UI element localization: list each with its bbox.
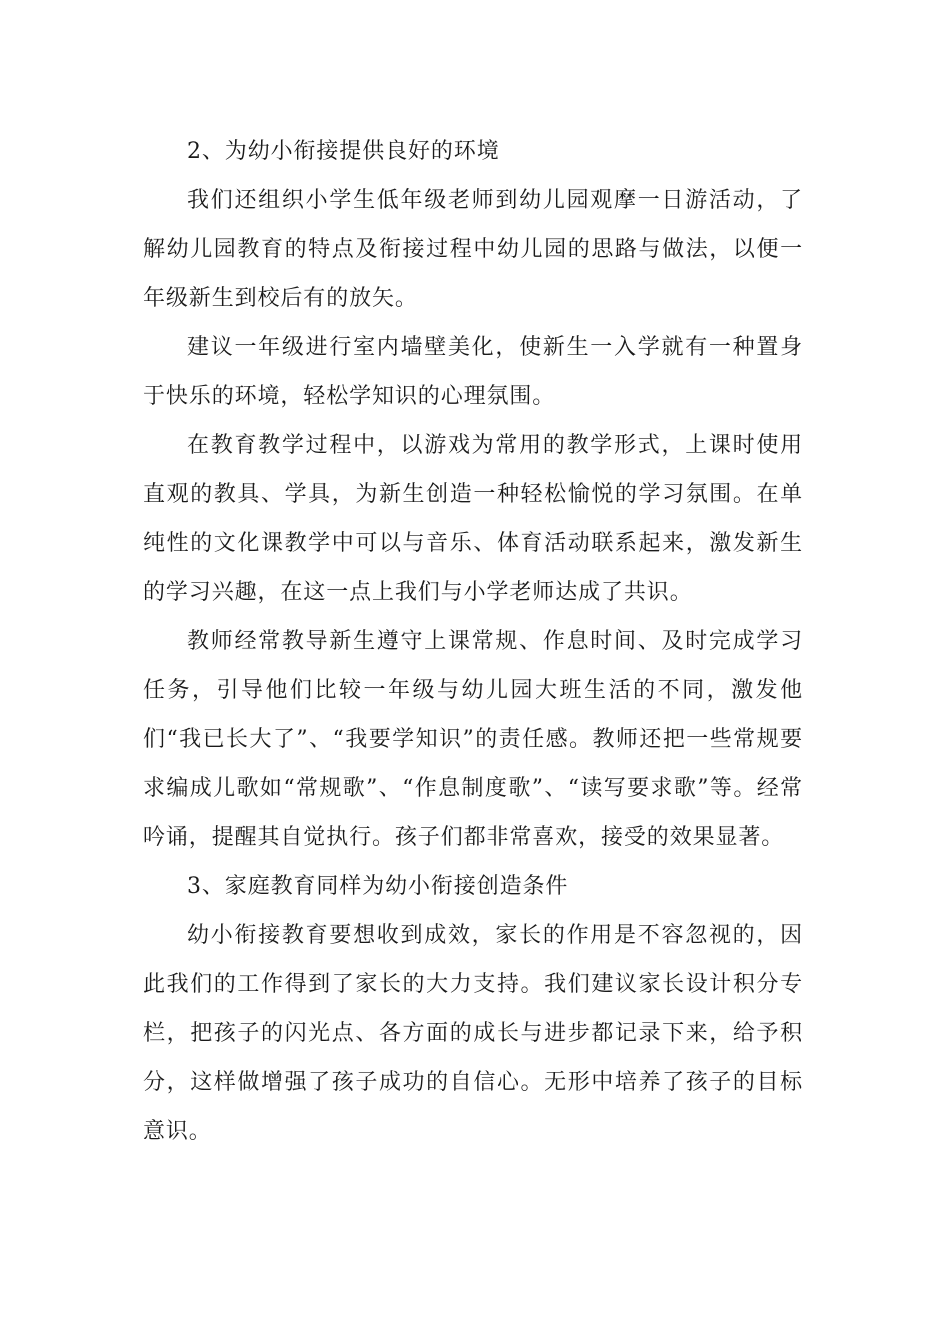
paragraph-teaching-games: 在教育教学过程中，以游戏为常用的教学形式，上课时使用直观的教具、学具，为新生创造一种轻松愉悦的学习氛围。在单纯性的文化课教学中可以与音乐、体育活动联系起来，激发新生的学习兴趣，在这一点上我们与小学老师达成了共识。 bbox=[143, 433, 803, 605]
paragraph-family-support: 幼小衔接教育要想收到成效，家长的作用是不容忽视的，因此我们的工作得到了家长的大力支持。我们建议家长设计积分专栏，把孩子的闪光点、各方面的成长与进步都记录下来，给予积分，这样做增强了孩子成功的自信心。无形中培养了孩子的目标意识。 bbox=[143, 923, 803, 1144]
section-heading-2: 2、为幼小衔接提供良好的环境 bbox=[187, 139, 500, 164]
paragraph-classroom-decoration: 建议一年级进行室内墙壁美化，使新生一入学就有一种置身于快乐的环境，轻松学知识的心理氛围。 bbox=[143, 335, 803, 409]
paragraph-observation-visit: 我们还组织小学生低年级老师到幼儿园观摩一日游活动，了解幼儿园教育的特点及衔接过程中幼儿园的思路与做法，以便一年级新生到校后有的放矢。 bbox=[143, 188, 803, 311]
paragraph-routine-songs: 教师经常教导新生遵守上课常规、作息时间、及时完成学习任务，引导他们比较一年级与幼儿园大班生活的不同，激发他们“我已长大了”、“我要学知识”的责任感。教师还把一些常规要求编成儿歌如“常规歌”、“作息制度歌”、“读写要求歌”等。经常吟诵，提醒其自觉执行。孩子们都非常喜欢，接受的效果显著。 bbox=[143, 629, 803, 850]
section-heading-3: 3、家庭教育同样为幼小衔接创造条件 bbox=[187, 874, 569, 899]
document-body bbox=[143, 127, 803, 1156]
